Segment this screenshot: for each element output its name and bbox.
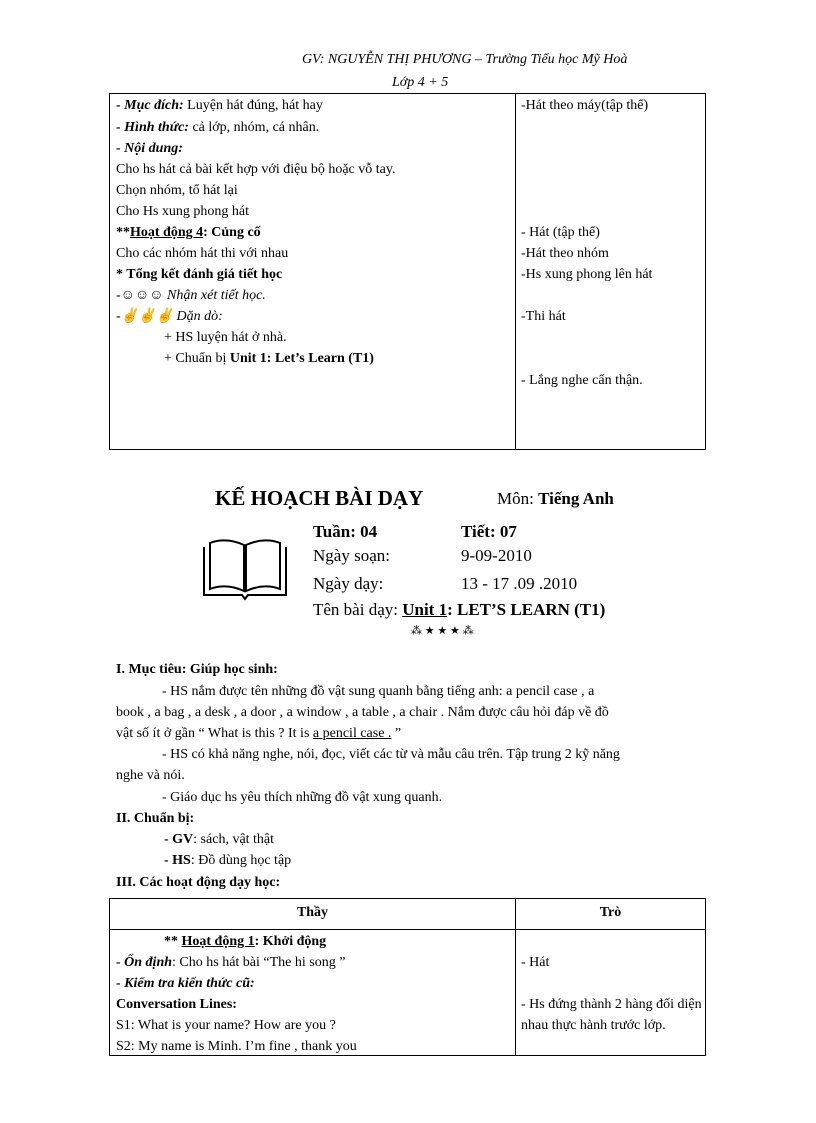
summary-heading: * Tổng kết đánh giá tiết học <box>116 267 283 282</box>
noi-dung-line: Chọn nhóm, tổ hát lại <box>116 183 238 198</box>
hand-icon: -✌✌✌ <box>116 309 173 324</box>
column-header-teacher: Thầy <box>296 905 329 920</box>
header-class: Lớp 4 + 5 <box>392 75 449 90</box>
homework-item: + HS luyện hát ở nhà. <box>164 330 287 345</box>
student-activity: -Thi hát <box>521 309 566 324</box>
student-activity: - Hát (tập thể) <box>521 225 600 240</box>
prep-date-label: Ngày soạn: <box>313 546 390 565</box>
homework-item: + Chuẩn bị Unit 1: Let’s Learn (T1) <box>164 351 374 366</box>
lesson-plan-title: KẾ HOẠCH BÀI DẠY <box>215 486 424 510</box>
noi-dung-line: Cho hs hát cả bài kết hợp với điệu bộ hoặc vỗ tay. <box>116 162 396 177</box>
student-activity: -Hs xung phong lên hát <box>521 267 653 282</box>
week-label: Tuần: 04 <box>313 522 378 541</box>
homework-line: -✌✌✌ Dặn dò: <box>116 309 223 324</box>
muc-dich-line: - Mục đích: Luyện hát đúng, hát hay <box>116 98 323 113</box>
student-activity: -Hát theo nhóm <box>521 246 609 261</box>
student-activity: - Lắng nghe cẩn thận. <box>521 373 643 388</box>
open-book-icon <box>200 537 290 606</box>
teach-date-value: 13 - 17 .09 .2010 <box>461 574 578 593</box>
objective-line: vật số ít ở gần “ What is this ? It is a pencil case . ” <box>116 726 402 741</box>
student-activity: - Hát <box>521 955 550 970</box>
review-heading: - Kiểm tra kiến thức cũ: <box>116 976 255 991</box>
prep-teacher: - GV: sách, vật thật <box>164 832 275 847</box>
ornament: ⁂ ★ ★ ★ ⁂ <box>411 625 474 637</box>
section-activities-heading: III. Các hoạt động dạy học: <box>116 875 281 890</box>
subject: Môn: Tiếng Anh <box>497 489 614 508</box>
conversation-line: S1: What is your name? How are you ? <box>116 1018 336 1033</box>
activity-4-heading: **Hoạt động 4: Củng cố <box>116 225 261 240</box>
student-activity: nhau thực hành trước lớp. <box>521 1018 666 1033</box>
student-activity: - Hs đứng thành 2 hàng đối diện <box>521 997 702 1012</box>
header-teacher-school: GV: NGUYỄN THỊ PHƯƠNG – Trường Tiểu học Mỹ Hoà <box>302 52 628 67</box>
section-objectives-heading: I. Mục tiêu: Giúp học sinh: <box>116 662 278 677</box>
noi-dung-label: - Nội dung: <box>116 141 183 156</box>
prep-date-value: 9-09-2010 <box>461 546 532 565</box>
activity-1-heading: ** Hoạt động 1: Khởi động <box>164 934 327 949</box>
section-preparation-heading: II. Chuẩn bị: <box>116 811 195 826</box>
teach-date-label: Ngày dạy: <box>313 574 384 593</box>
hinh-thuc-line: - Hình thức: cả lớp, nhóm, cá nhân. <box>116 120 320 135</box>
noi-dung-line: Cho Hs xung phong hát <box>116 204 249 219</box>
objective-line: book , a bag , a desk , a door , a window , a table , a chair . Nắm được câu hỏi đáp về đồ <box>116 705 609 720</box>
objective-line: - HS có khả năng nghe, nói, đọc, viết các từ và mẫu câu trên. Tập trung 2 kỹ năng <box>162 747 620 762</box>
review-line: -☺☺☺ Nhận xét tiết học. <box>116 288 266 303</box>
objective-line: nghe và nói. <box>116 768 185 783</box>
conversation-heading: Conversation Lines: <box>116 997 237 1012</box>
objective-line: - Giáo dục hs yêu thích những đồ vật xung quanh. <box>162 790 443 805</box>
lesson-name: Tên bài dạy: Unit 1: LET’S LEARN (T1) <box>313 600 606 619</box>
prep-student: - HS: Đồ dùng học tập <box>164 853 292 868</box>
conversation-line: S2: My name is Minh. I’m fine , thank you <box>116 1039 357 1054</box>
objective-line: - HS nắm được tên những đồ vật sung quanh bằng tiếng anh: a pencil case , a <box>162 684 595 699</box>
smiley-icon: -☺☺☺ <box>116 288 164 303</box>
column-header-student: Trò <box>599 905 622 920</box>
period-label: Tiết: 07 <box>461 522 517 541</box>
warmup-line: - Ổn định: Cho hs hát bài “The hi song ” <box>116 955 346 970</box>
student-activity: -Hát theo máy(tập thể) <box>521 98 649 113</box>
activity-4-line: Cho các nhóm hát thi với nhau <box>116 246 289 261</box>
